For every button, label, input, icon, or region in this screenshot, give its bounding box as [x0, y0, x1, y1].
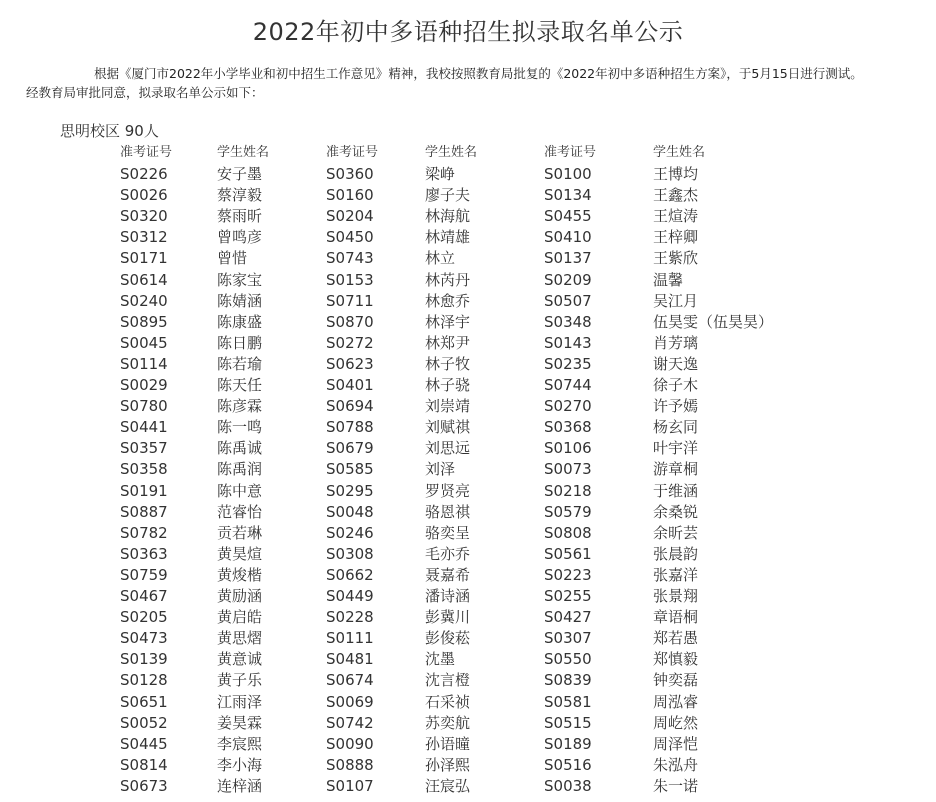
column-header-exam-id: 准考证号	[120, 145, 173, 160]
student-name-cell: 潘诗涵	[425, 587, 471, 605]
student-name-cell: 陈婧涵	[217, 291, 263, 310]
exam-id-cell: S0045	[120, 333, 168, 352]
table-row	[0, 227, 936, 248]
student-name-cell: 肖芳璃	[653, 333, 699, 352]
exam-id-cell: S0191	[120, 481, 168, 500]
exam-id-cell: S0235	[544, 354, 592, 373]
exam-id-cell: S0026	[120, 186, 168, 205]
exam-id-cell: S0694	[326, 397, 374, 416]
exam-id-cell: S0561	[544, 544, 592, 563]
exam-id-cell: S0255	[544, 587, 592, 605]
student-name-cell: 黄励涵	[217, 587, 263, 605]
table-row	[0, 164, 936, 185]
exam-id-cell: S0348	[544, 312, 592, 331]
student-name-cell: 刘泽	[425, 460, 456, 479]
table-row	[0, 607, 936, 628]
exam-id-cell: S0143	[544, 333, 592, 352]
student-name-cell: 谢天逸	[653, 354, 699, 373]
table-row	[0, 270, 936, 291]
student-name-cell: 林海航	[425, 207, 471, 226]
table-row	[0, 502, 936, 523]
student-name-cell: 杨玄同	[653, 418, 699, 437]
student-name-cell: 王鑫杰	[653, 186, 699, 205]
exam-id-cell: S0455	[544, 207, 592, 226]
exam-id-cell: S0401	[326, 376, 374, 394]
student-name-cell: 贡若琳	[217, 523, 263, 542]
student-name-cell: 周泓睿	[653, 692, 699, 711]
table-row	[0, 396, 936, 417]
table-row	[0, 776, 936, 797]
student-name-cell: 王紫欣	[653, 249, 699, 268]
table-row	[0, 206, 936, 227]
student-name-cell: 林立	[425, 249, 456, 268]
intro-line-1: 根据《厦门市2022年小学毕业和初中招生工作意见》精神，我校按照教育局批复的《2022年初中多语种招生方案》，于5月15日进行测试。	[94, 66, 863, 81]
exam-id-cell: S0467	[120, 587, 168, 605]
student-name-cell: 刘崇靖	[425, 397, 471, 416]
student-name-cell: 叶宇洋	[653, 439, 699, 458]
student-name-cell: 陈天任	[217, 376, 263, 394]
student-name-cell: 朱一诺	[653, 776, 699, 795]
student-name-cell: 林子骁	[425, 376, 471, 394]
exam-id-cell: S0410	[544, 228, 592, 247]
exam-id-cell: S0711	[326, 291, 374, 310]
exam-id-cell: S0507	[544, 291, 592, 310]
exam-id-cell: S0312	[120, 228, 168, 247]
student-name-cell: 伍昊雯（伍昊昊）	[653, 312, 774, 331]
exam-id-cell: S0651	[120, 692, 168, 711]
exam-id-cell: S0450	[326, 228, 374, 247]
student-name-cell: 毛亦乔	[425, 544, 471, 563]
exam-id-cell: S0445	[120, 734, 168, 753]
exam-id-cell: S0320	[120, 207, 168, 226]
exam-id-cell: S0808	[544, 523, 592, 542]
student-name-cell: 黄启皓	[217, 608, 263, 627]
exam-id-cell: S0295	[326, 481, 374, 500]
exam-id-cell: S0449	[326, 587, 374, 605]
exam-id-cell: S0888	[326, 755, 374, 774]
table-row	[0, 354, 936, 375]
table-row	[0, 438, 936, 459]
page-title: 2022年初中多语种招生拟录取名单公示	[252, 18, 684, 46]
student-name-cell: 钟奕磊	[653, 671, 699, 690]
exam-id-cell: S0673	[120, 776, 168, 795]
exam-id-cell: S0579	[544, 502, 592, 521]
student-name-cell: 陈日鹏	[217, 333, 263, 352]
exam-id-cell: S0106	[544, 439, 592, 458]
exam-id-cell: S0029	[120, 376, 168, 394]
column-header-exam-id: 准考证号	[326, 145, 379, 160]
student-name-cell: 陈若瑜	[217, 354, 263, 373]
exam-id-cell: S0272	[326, 333, 374, 352]
exam-id-cell: S0223	[544, 565, 592, 584]
student-name-cell: 曾鸣彦	[217, 228, 263, 247]
table-row	[0, 755, 936, 776]
exam-id-cell: S0368	[544, 418, 592, 437]
exam-id-cell: S0743	[326, 249, 374, 268]
student-name-cell: 安子墨	[217, 165, 263, 183]
student-name-cell: 李小海	[217, 755, 263, 774]
student-name-cell: 陈彦霖	[217, 397, 263, 416]
exam-id-cell: S0073	[544, 460, 592, 479]
student-name-cell: 陈禹诚	[217, 439, 263, 458]
table-row	[0, 481, 936, 502]
table-row	[0, 291, 936, 312]
student-name-cell: 朱泓舟	[653, 755, 699, 774]
table-row	[0, 670, 936, 691]
table-row	[0, 734, 936, 755]
exam-id-cell: S0614	[120, 270, 168, 289]
student-name-cell: 陈一鸣	[217, 418, 263, 437]
table-row	[0, 586, 936, 607]
exam-id-cell: S0107	[326, 776, 374, 795]
exam-id-cell: S0481	[326, 650, 374, 669]
exam-id-cell: S0218	[544, 481, 592, 500]
student-name-cell: 孙语曈	[425, 734, 471, 753]
student-name-cell: 温馨	[653, 270, 684, 289]
student-name-cell: 林郑尹	[425, 333, 471, 352]
table-row	[0, 565, 936, 586]
student-name-cell: 黄意诚	[217, 650, 263, 669]
student-name-cell: 沈言橙	[425, 671, 471, 690]
student-name-cell: 石采祯	[425, 692, 471, 711]
intro-paragraph	[26, 64, 926, 102]
exam-id-cell: S0788	[326, 418, 374, 437]
exam-id-cell: S0441	[120, 418, 168, 437]
exam-id-cell: S0887	[120, 502, 168, 521]
exam-id-cell: S0270	[544, 397, 592, 416]
student-name-cell: 曾惜	[217, 249, 248, 268]
exam-id-cell: S0360	[326, 165, 374, 183]
student-name-cell: 章语桐	[653, 608, 699, 627]
column-header-student-name: 学生姓名	[217, 145, 270, 160]
student-name-cell: 周泽恺	[653, 734, 699, 753]
exam-id-cell: S0205	[120, 608, 168, 627]
exam-id-cell: S0114	[120, 354, 168, 373]
exam-id-cell: S0427	[544, 608, 592, 627]
student-name-cell: 周屹然	[653, 713, 699, 732]
exam-id-cell: S0759	[120, 565, 168, 584]
student-name-cell: 林芮丹	[425, 270, 471, 289]
table-row	[0, 248, 936, 269]
student-name-cell: 孙泽熙	[425, 755, 471, 774]
exam-id-cell: S0038	[544, 776, 592, 795]
student-name-cell: 彭俊菘	[425, 629, 471, 648]
exam-id-cell: S0048	[326, 502, 374, 521]
student-name-cell: 徐子木	[653, 376, 699, 394]
exam-id-cell: S0134	[544, 186, 592, 205]
table-row	[0, 628, 936, 649]
student-name-cell: 黄昊煊	[217, 544, 263, 563]
table-row	[0, 312, 936, 333]
exam-id-cell: S0228	[326, 608, 374, 627]
exam-id-cell: S0515	[544, 713, 592, 732]
student-name-cell: 骆奕呈	[425, 523, 471, 542]
exam-id-cell: S0679	[326, 439, 374, 458]
exam-id-cell: S0550	[544, 650, 592, 669]
table-row	[0, 544, 936, 565]
student-name-cell: 王煊涛	[653, 207, 699, 226]
student-name-cell: 陈禹润	[217, 460, 263, 479]
student-name-cell: 彭冀川	[425, 608, 471, 627]
student-name-cell: 黄焌楷	[217, 565, 263, 584]
student-name-cell: 沈墨	[425, 650, 456, 669]
exam-id-cell: S0585	[326, 460, 374, 479]
exam-id-cell: S0895	[120, 312, 168, 331]
student-name-cell: 连梓涵	[217, 776, 263, 795]
student-name-cell: 许予嫣	[653, 397, 699, 416]
table-row	[0, 375, 936, 396]
table-row	[0, 523, 936, 544]
student-name-cell: 骆恩祺	[425, 502, 471, 521]
student-name-cell: 王博均	[653, 165, 699, 183]
exam-id-cell: S0189	[544, 734, 592, 753]
exam-id-cell: S0153	[326, 270, 374, 289]
column-header-exam-id: 准考证号	[544, 145, 597, 160]
exam-id-cell: S0052	[120, 713, 168, 732]
exam-id-cell: S0782	[120, 523, 168, 542]
student-name-cell: 陈家宝	[217, 270, 263, 289]
exam-id-cell: S0139	[120, 650, 168, 669]
student-name-cell: 张嘉洋	[653, 565, 699, 584]
student-name-cell: 蔡淳毅	[217, 186, 263, 205]
student-name-cell: 刘赋祺	[425, 418, 471, 437]
student-name-cell: 廖子夫	[425, 186, 471, 205]
student-name-cell: 黄子乐	[217, 671, 263, 690]
column-header-student-name: 学生姓名	[653, 145, 706, 160]
table-row	[0, 333, 936, 354]
exam-id-cell: S0870	[326, 312, 374, 331]
student-name-cell: 蔡雨昕	[217, 207, 263, 226]
campus-heading: 思明校区 90人	[60, 122, 159, 140]
exam-id-cell: S0128	[120, 671, 168, 690]
exam-id-cell: S0358	[120, 460, 168, 479]
student-name-cell: 林泽宇	[425, 312, 471, 331]
exam-id-cell: S0240	[120, 291, 168, 310]
student-name-cell: 游章桐	[653, 460, 699, 479]
student-name-cell: 余桑锐	[653, 502, 699, 521]
student-name-cell: 王梓卿	[653, 228, 699, 247]
exam-id-cell: S0623	[326, 354, 374, 373]
student-name-cell: 李宸熙	[217, 734, 263, 753]
student-name-cell: 梁峥	[425, 165, 456, 183]
student-name-cell: 张晨韵	[653, 544, 699, 563]
exam-id-cell: S0069	[326, 692, 374, 711]
exam-id-cell: S0226	[120, 165, 168, 183]
student-name-cell: 张景翔	[653, 587, 699, 605]
student-name-cell: 余昕芸	[653, 523, 699, 542]
column-header-student-name: 学生姓名	[425, 145, 478, 160]
exam-id-cell: S0160	[326, 186, 374, 205]
exam-id-cell: S0473	[120, 629, 168, 648]
intro-line-2: 经教育局审批同意，拟录取名单公示如下：	[26, 85, 264, 100]
student-name-cell: 陈康盛	[217, 312, 263, 331]
student-name-cell: 聂嘉希	[425, 565, 471, 584]
student-name-cell: 陈中意	[217, 481, 263, 500]
student-name-cell: 林愈乔	[425, 291, 471, 310]
exam-id-cell: S0137	[544, 249, 592, 268]
student-name-cell: 苏奕航	[425, 713, 471, 732]
exam-id-cell: S0246	[326, 523, 374, 542]
exam-id-cell: S0308	[326, 544, 374, 563]
student-name-cell: 黄思熠	[217, 629, 263, 648]
exam-id-cell: S0100	[544, 165, 592, 183]
exam-id-cell: S0090	[326, 734, 374, 753]
exam-id-cell: S0307	[544, 629, 592, 648]
exam-id-cell: S0744	[544, 376, 592, 394]
table-row	[0, 459, 936, 480]
student-name-cell: 郑若愚	[653, 629, 699, 648]
student-name-cell: 刘思远	[425, 439, 471, 458]
table-row	[0, 713, 936, 734]
student-name-cell: 范睿怡	[217, 502, 263, 521]
table-row	[0, 185, 936, 206]
exam-id-cell: S0171	[120, 249, 168, 268]
student-name-cell: 罗贤亮	[425, 481, 471, 500]
student-name-cell: 江雨泽	[217, 692, 263, 711]
student-name-cell: 姜昊霖	[217, 713, 263, 732]
exam-id-cell: S0209	[544, 270, 592, 289]
exam-id-cell: S0516	[544, 755, 592, 774]
exam-id-cell: S0204	[326, 207, 374, 226]
student-name-cell: 郑慎毅	[653, 650, 699, 669]
exam-id-cell: S0363	[120, 544, 168, 563]
exam-id-cell: S0674	[326, 671, 374, 690]
student-name-cell: 于维涵	[653, 481, 699, 500]
exam-id-cell: S0357	[120, 439, 168, 458]
exam-id-cell: S0742	[326, 713, 374, 732]
student-name-cell: 吴江月	[653, 291, 699, 310]
exam-id-cell: S0662	[326, 565, 374, 584]
exam-id-cell: S0839	[544, 671, 592, 690]
exam-id-cell: S0111	[326, 629, 374, 648]
table-row	[0, 649, 936, 670]
exam-id-cell: S0581	[544, 692, 592, 711]
student-name-cell: 林子牧	[425, 354, 471, 373]
exam-id-cell: S0814	[120, 755, 168, 774]
table-row	[0, 692, 936, 713]
student-name-cell: 林靖雄	[425, 228, 471, 247]
student-name-cell: 汪宸弘	[425, 776, 471, 795]
table-row	[0, 417, 936, 438]
exam-id-cell: S0780	[120, 397, 168, 416]
